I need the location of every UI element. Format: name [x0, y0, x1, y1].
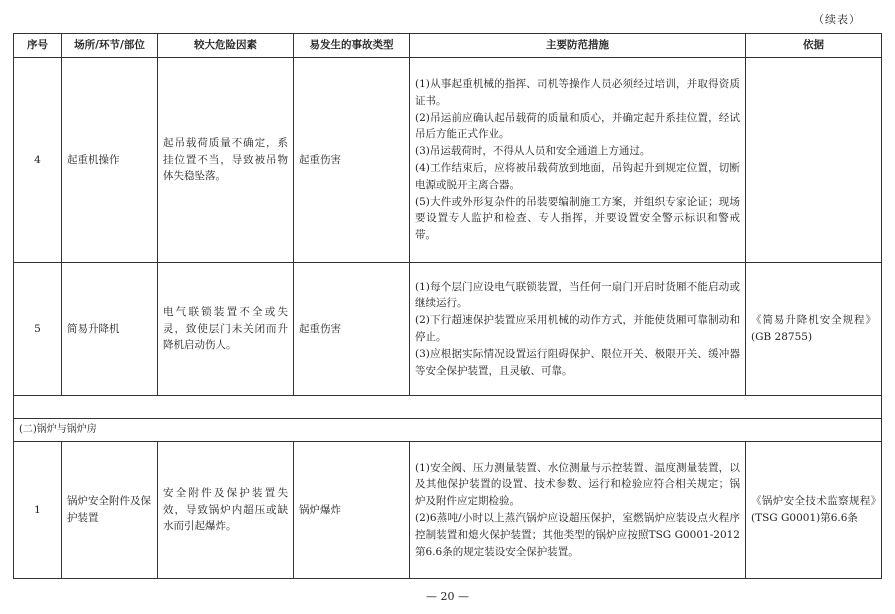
- blank-cell: [14, 396, 882, 419]
- row-basis: [746, 58, 882, 263]
- header-accident: 易发生的事故类型: [294, 34, 410, 58]
- header-measures: 主要防范措施: [410, 34, 746, 58]
- row-basis: 《简易升降机安全规程》(GB 28755): [746, 263, 882, 396]
- table-row: [14, 58, 882, 263]
- row-no: 4: [14, 58, 62, 263]
- row-accident: 锅炉爆炸: [294, 442, 410, 579]
- row-measures: [410, 263, 746, 396]
- continued-label: （续表）: [813, 13, 861, 26]
- page-number: — 20 —: [426, 590, 469, 603]
- measure-item: (3)应根据实际情况设置运行阻碍保护、限位开关、极限开关、缓冲器等安全保护装置，且灵敏、可靠。: [415, 347, 740, 377]
- row-accident: 起重伤害: [294, 58, 410, 263]
- row-accident: 起重伤害: [294, 263, 410, 396]
- row-no: 5: [14, 263, 62, 396]
- row-place: 起重机操作: [62, 58, 158, 263]
- blank-row: [14, 396, 882, 419]
- measure-item: (1)安全阀、压力测量装置、水位测量与示控装置、温度测量装置，以及其他保护装置的设置、技术参数、运行和检验应符合相关规定；锅炉及附件应定期检验。: [415, 461, 740, 508]
- measure-item: (1)每个层门应设电气联锁装置，当任何一扇门开启时货厢不能启动或继续运行。: [415, 280, 740, 310]
- row-place: 锅炉安全附件及保护装置: [62, 442, 158, 579]
- row-place: 简易升降机: [62, 263, 158, 396]
- measure-item: (3)吊运载荷时，不得从人员和安全通道上方通过。: [415, 145, 651, 158]
- section-row: [14, 419, 882, 442]
- table-row: [14, 442, 882, 579]
- table-row: [14, 263, 882, 396]
- measure-item: (2)下行超速保护装置应采用机械的动作方式，并能使货厢可靠制动和停止。: [415, 314, 740, 343]
- row-no: 1: [14, 442, 62, 579]
- header-basis: 依据: [746, 34, 882, 58]
- header-place: 场所/环节/部位: [62, 34, 158, 58]
- row-factors: 起吊载荷质量不确定，系挂位置不当，导致被吊物体失稳坠落。: [158, 58, 294, 263]
- measure-item: (4)工作结束后，应将被吊载荷放到地面，吊钩起升到规定位置，切断电源或脱开主离合器。: [415, 162, 740, 191]
- header-no: 序号: [14, 34, 62, 58]
- row-basis: 《锅炉安全技术监察规程》(TSG G0001)第6.6条: [746, 442, 882, 579]
- risk-table: [13, 33, 882, 579]
- measure-item: (2)6蒸吨/小时以上蒸汽锅炉应设超压保护，室燃锅炉应装设点火程序控制装置和熄火保护装置；其他类型的锅炉应按照TSG G0001-2012第6.6条的规定装设安全保护装置。: [415, 512, 740, 558]
- row-measures: [410, 442, 746, 579]
- row-factors: 安全附件及保护装置失效，导致锅炉内超压或缺水而引起爆炸。: [158, 442, 294, 579]
- row-factors: 电气联锁装置不全或失灵，致使层门未关闭而升降机启动伤人。: [158, 263, 294, 396]
- measure-item: (5)大件或外形复杂件的吊装要编制施工方案，并组织专家论证；现场要设置专人监护和检查、专人指挥，并要设置安全警示标识和警戒带。: [415, 195, 740, 242]
- measure-item: (1)从事起重机械的指挥、司机等操作人员必须经过培训，并取得资质证书。: [415, 78, 740, 107]
- table-header-row: [14, 34, 882, 58]
- section-title: (二)锅炉与锅炉房: [14, 419, 882, 442]
- header-factors: 较大危险因素: [158, 34, 294, 58]
- measure-item: (2)吊运前应确认起吊载荷的质量和质心，并确定起升系挂位置，经试吊后方能正式作业。: [415, 111, 740, 141]
- row-measures: [410, 58, 746, 263]
